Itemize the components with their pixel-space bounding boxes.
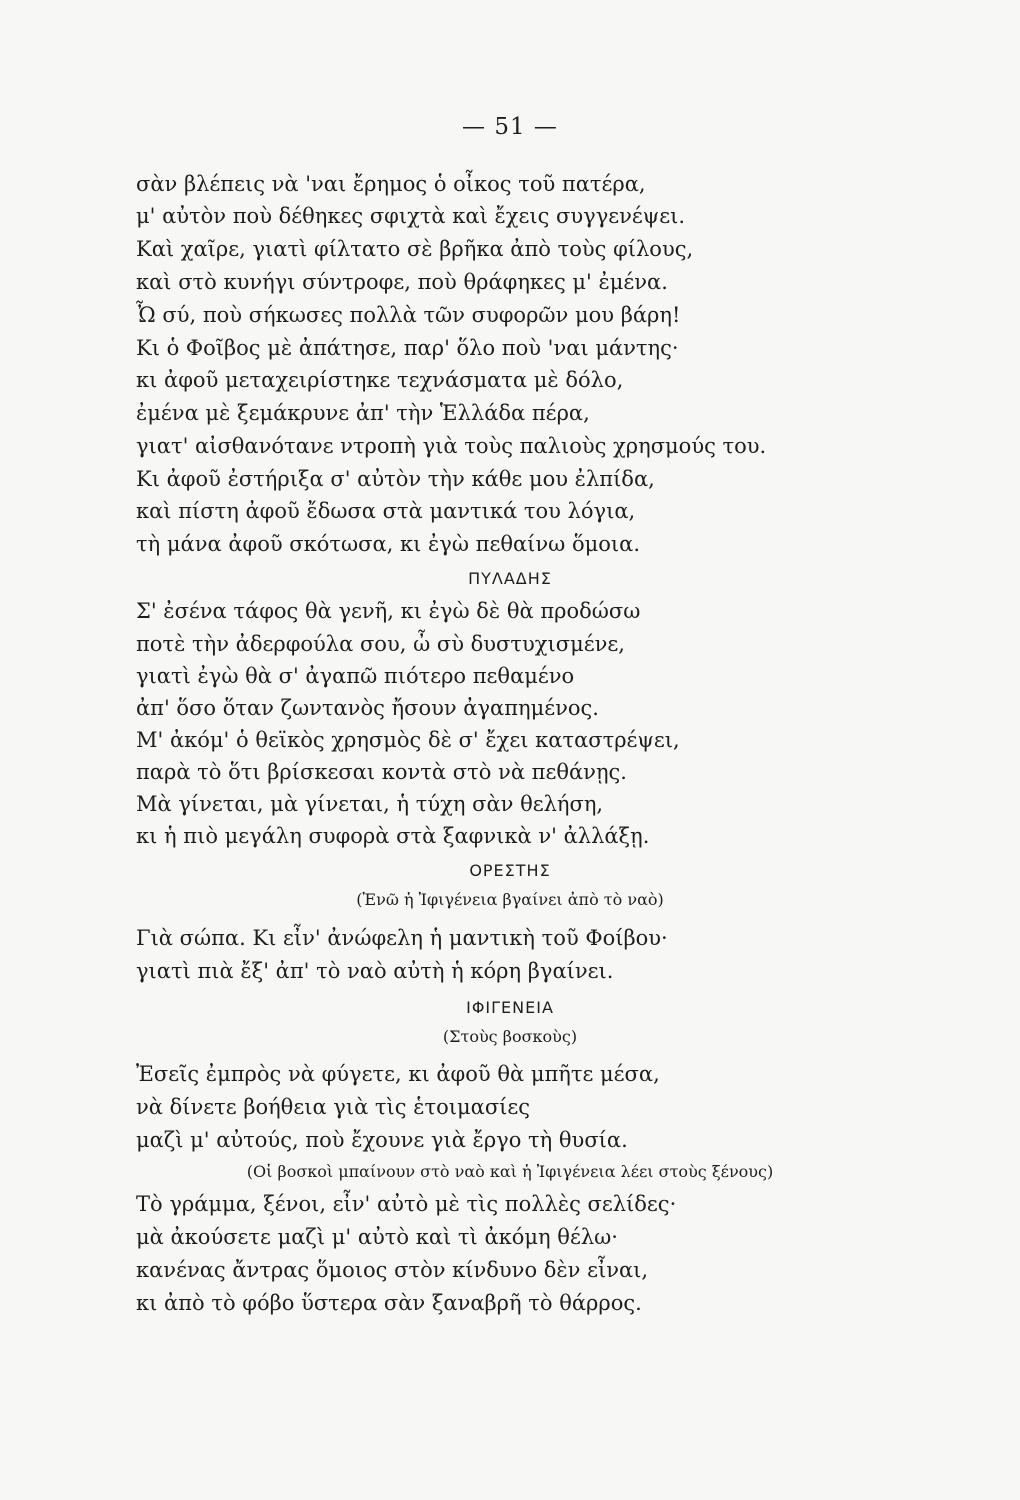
stage-direction: (Στοὺς βοσκοὺς) (442, 1027, 578, 1046)
verse-line: κανένας ἄντρας ὅμοιος στὸν κίνδυνο δὲν εἶναι, (136, 1258, 649, 1282)
verse-line: Τὸ γράμμα, ξένοι, εἶν' αὐτὸ μὲ τὶς πολλὲς σελίδες· (136, 1192, 677, 1216)
verse-line: μὰ ἀκούσετε μαζὶ μ' αὐτὸ καὶ τὶ ἀκόμη θέλω· (136, 1225, 618, 1249)
verse-line: κι ἀφοῦ μεταχειρίστηκε τεχνάσματα μὲ δόλο, (136, 368, 624, 392)
verse-line: παρὰ τὸ ὅτι βρίσκεσαι κοντὰ στὸ νὰ πεθάνῃς. (136, 760, 627, 784)
verse-line: Μὰ γίνεται, μὰ γίνεται, ἡ τύχη σὰν θελήση, (136, 792, 604, 816)
verse-line: μαζὶ μ' αὐτούς, ποὺ ἔχουνε γιὰ ἔργο τὴ θυσία. (136, 1128, 628, 1152)
verse-line: Σ' ἐσένα τάφος θὰ γενῆ, κι ἐγὼ δὲ θὰ προδώσω (136, 599, 641, 623)
stage-direction: (Οἱ βοσκοὶ μπαίνουν στὸ ναὸ καὶ ἡ Ἰφιγένεια λέει στοὺς ξένους) (246, 1162, 774, 1181)
verse-line: σὰν βλέπεις νὰ 'ναι ἔρημος ὁ οἶκος τοῦ πατέρα, (136, 172, 646, 196)
verse-line: ἐμένα μὲ ξεμάκρυνε ἀπ' τὴν Ἑλλάδα πέρα, (136, 401, 590, 425)
verse-line: νὰ δίνετε βοήθεια γιὰ τὶς ἑτοιμασίες (136, 1095, 531, 1119)
verse-line: Ὦ σύ, ποὺ σήκωσες πολλὰ τῶν συφορῶν μου βάρη! (136, 303, 681, 327)
verse-line: Κι ὁ Φοῖβος μὲ ἀπάτησε, παρ' ὅλο ποὺ 'ναι μάντης· (136, 336, 679, 360)
verse-line: Κι ἀφοῦ ἐστήριξα σ' αὐτὸν τὴν κάθε μου ἐλπίδα, (136, 467, 655, 491)
verse-line: Ἐσεῖς ἐμπρὸς νὰ φύγετε, κι ἀφοῦ θὰ μπῆτε μέσα, (136, 1062, 660, 1086)
verse-line: Μ' ἀκόμ' ὁ θεϊκὸς χρησμὸς δὲ σ' ἔχει καταστρέψει, (136, 728, 680, 752)
verse-line: κι ἀπὸ τὸ φόβο ὕστερα σὰν ξαναβρῆ τὸ θάρρος. (136, 1291, 642, 1315)
verse-line: Γιὰ σώπα. Κι εἶν' ἀνώφελη ἡ μαντικὴ τοῦ Φοίβου· (136, 926, 668, 950)
verse-line: τὴ μάνα ἀφοῦ σκότωσα, κι ἐγὼ πεθαίνω ὅμοια. (136, 532, 640, 556)
verse-line: ποτὲ τὴν ἀδερφούλα σου, ὦ σὺ δυστυχισμένε, (136, 632, 625, 656)
page-number: — 51 — (462, 114, 558, 140)
speaker-name: ΙΦΙΓΕΝΕΙΑ (466, 998, 554, 1017)
verse-line: γιατὶ πιὰ ἔξ' ἀπ' τὸ ναὸ αὐτὴ ἡ κόρη βγαίνει. (136, 959, 614, 983)
verse-line: καὶ πίστη ἀφοῦ ἔδωσα στὰ μαντικά του λόγια, (136, 499, 636, 523)
verse-line: γιατ' αἰσθανότανε ντροπὴ γιὰ τοὺς παλιοὺς χρησμούς του. (136, 434, 767, 458)
stage-direction: (Ἐνῶ ἡ Ἰφιγένεια βγαίνει ἀπὸ τὸ ναὸ) (356, 890, 664, 909)
verse-line: γιατὶ ἐγὼ θὰ σ' ἀγαπῶ πιότερο πεθαμένο (136, 664, 575, 688)
verse-line: κι ἡ πιὸ μεγάλη συφορὰ στὰ ξαφνικὰ ν' ἀλλάξῃ. (136, 824, 650, 848)
speaker-name: ΟΡΕΣΤΗΣ (469, 861, 551, 880)
verse-line: Καὶ χαῖρε, γιατὶ φίλτατο σὲ βρῆκα ἀπὸ τοὺς φίλους, (136, 237, 694, 261)
verse-line: καὶ στὸ κυνήγι σύντροφε, ποὺ θράφηκες μ' ἐμένα. (136, 270, 668, 294)
verse-line: ἀπ' ὅσο ὅταν ζωντανὸς ἤσουν ἀγαπημένος. (136, 696, 599, 720)
speaker-name: ΠΥΛΑΔΗΣ (468, 569, 552, 588)
verse-line: μ' αὐτὸν ποὺ δέθηκες σφιχτὰ καὶ ἔχεις συγγενέψει. (136, 204, 686, 228)
